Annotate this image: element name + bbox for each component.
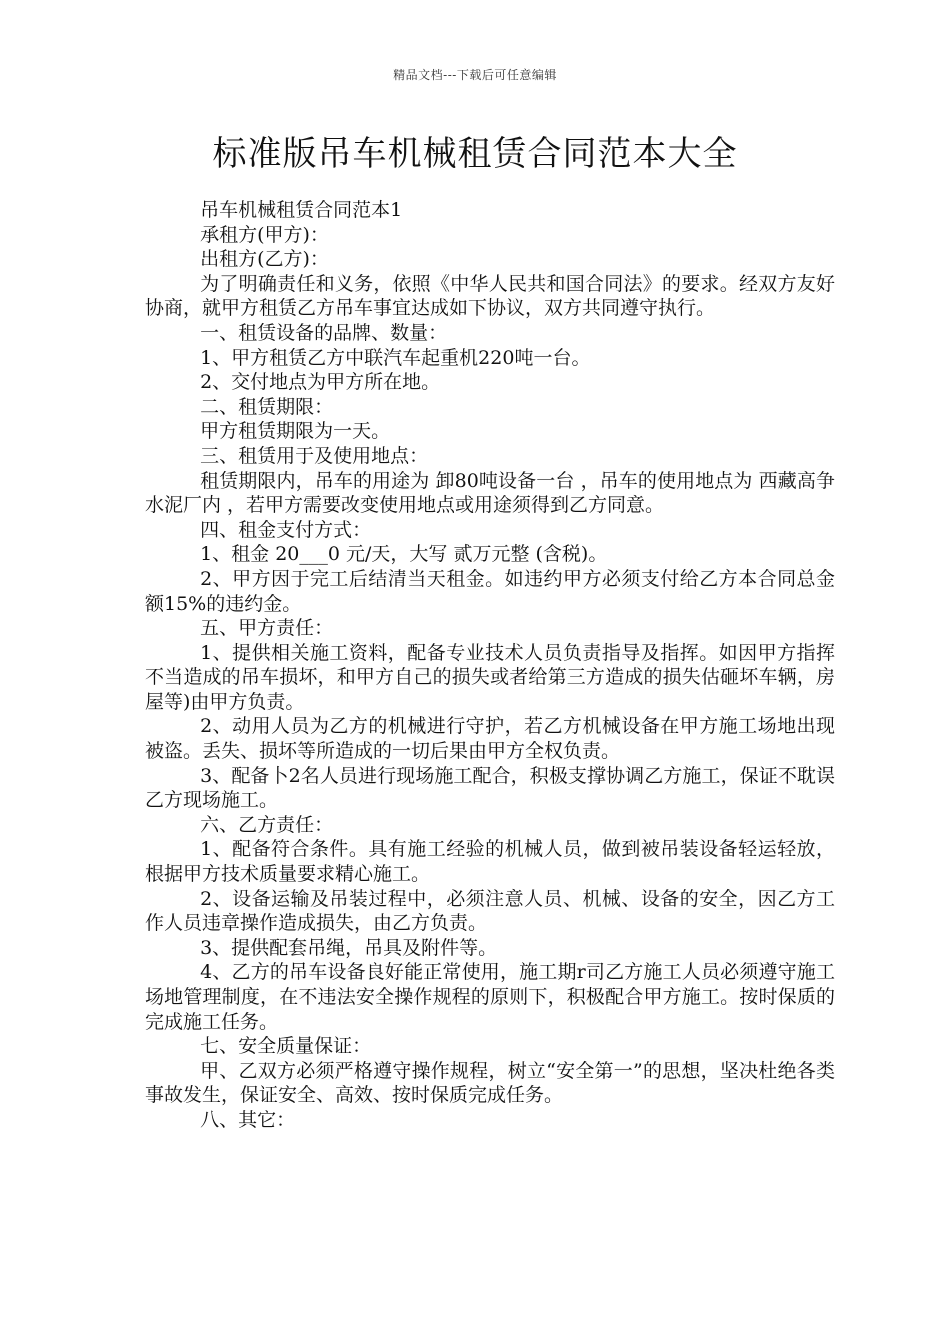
paragraph-clause-6-2: 2、设备运输及吊装过程中，必须注意人员、机械、设备的安全，因乙方工作人员违章操作造成损失，由乙方负责。 <box>145 887 835 935</box>
paragraph-clause-1-1: 1、甲方租赁乙方中联汽车起重机220吨一台。 <box>200 346 591 369</box>
paragraph-section-heading: 吊车机械租赁合同范本1 <box>200 199 403 221</box>
paragraph-clause-5-3: 3、配备卜2名人员进行现场施工配合，积极支撑协调乙方施工，保证不耽误乙方现场施工。 <box>145 764 835 812</box>
paragraph-clause-5-heading: 五、甲方责任： <box>200 617 334 640</box>
paragraph-clause-2-body: 甲方租赁期限为一天。 <box>200 420 391 443</box>
paragraph-clause-3-body: 租赁期限内，吊车的用途为 卸80吨设备一台 ，吊车的使用地点为 西藏高争水泥厂内 ，若甲方需要改变使用地点或用途须得到乙方同意。 <box>145 469 835 517</box>
paragraph-clause-5-1: 1、提供相关施工资料，配备专业技术人员负责指导及指挥。如因甲方指挥不当造成的吊车损坏，和甲方自己的损失或者给第三方造成的损失估砸坏车辆，房屋等)由甲方负责。 <box>145 641 835 713</box>
paragraph-clause-2-heading: 二、租赁期限： <box>200 395 334 418</box>
paragraph-clause-1-2: 2、交付地点为甲方所在地。 <box>200 371 441 394</box>
paragraph-clause-5-2: 2、动用人员为乙方的机械进行守护，若乙方机械设备在甲方施工场地出现被盗。丢失、损坏等所造成的一切后果由甲方全权负责。 <box>145 715 835 763</box>
paragraph-preamble: 为了明确责任和义务，依照《中华人民共和国合同法》的要求。经双方友好协商，就甲方租赁乙方吊车事宜达成如下协议，双方共同遵守执行。 <box>145 272 835 320</box>
paragraph-clause-6-4: 4、乙方的吊车设备良好能正常使用，施工期r司乙方施工人员必须遵守施工场地管理制度，在不违法安全操作规程的原则下，积极配合甲方施工。按时保质的完成施工任务。 <box>145 961 835 1033</box>
paragraph-clause-4-2: 2、甲方因于完工后结清当天租金。如违约甲方必须支付给乙方本合同总金额15%的违约金。 <box>145 567 835 615</box>
paragraph-clause-4-1: 1、租金 20___0 元/天，大写 贰万元整 (含税)。 <box>200 543 608 566</box>
paragraph-clause-7-heading: 七、安全质量保证： <box>200 1035 372 1058</box>
paragraph-clause-1-heading: 一、租赁设备的品牌、数量： <box>200 321 448 344</box>
paragraph-clause-6-1: 1、配备符合条件。具有施工经验的机械人员，做到被吊装设备轻运轻放，根据甲方技术质量要求精心施工。 <box>145 838 835 886</box>
paragraph-clause-4-heading: 四、租金支付方式： <box>200 518 372 541</box>
paragraph-lessor: 出租方(乙方)： <box>200 248 329 271</box>
paragraph-clause-3-heading: 三、租赁用于及使用地点： <box>200 444 429 467</box>
paragraph-clause-7-body: 甲、乙双方必须严格遵守操作规程，树立“安全第一”的思想，坚决杜绝各类事故发生，保证安全、高效、按时保质完成任务。 <box>145 1059 835 1107</box>
paragraph-clause-6-heading: 六、乙方责任： <box>200 813 334 836</box>
paragraph-clause-8-heading: 八、其它： <box>200 1108 296 1131</box>
document-title: 标准版吊车机械租赁合同范本大全 <box>212 134 738 174</box>
header-note: 精品文档---下载后可任意编辑 <box>393 68 557 82</box>
paragraph-lessee: 承租方(甲方)： <box>200 223 329 246</box>
paragraph-clause-6-3: 3、提供配套吊绳，吊具及附件等。 <box>200 936 498 959</box>
document-body <box>145 198 835 1133</box>
